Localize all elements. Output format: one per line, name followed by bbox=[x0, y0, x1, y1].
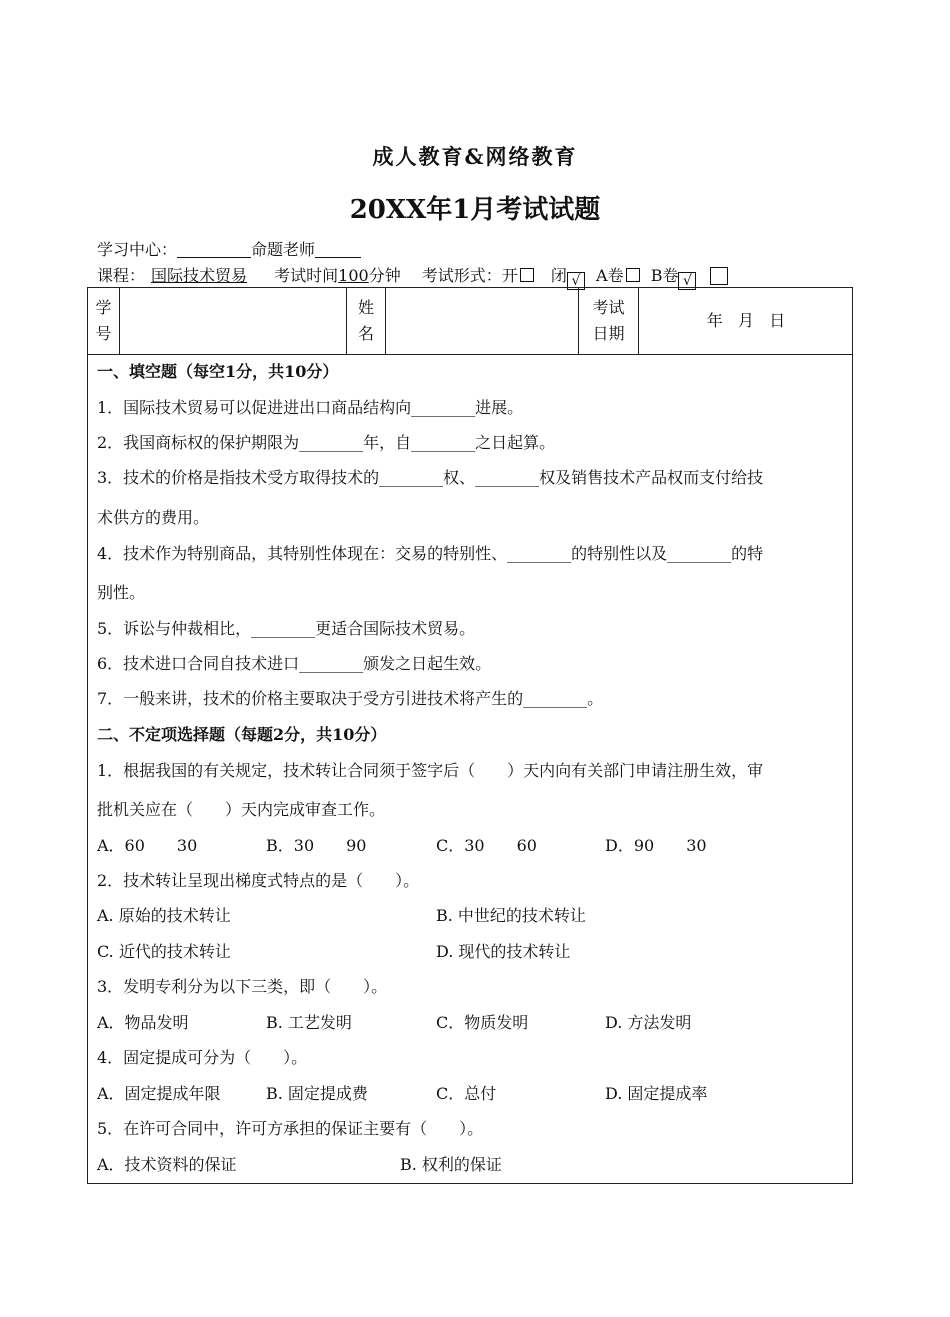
student-id-label: 学 号 bbox=[95, 298, 112, 343]
fill-question: 5．诉讼与仲裁相比，________更适合国际技术贸易。 bbox=[97, 619, 476, 638]
center-label: 学习中心： bbox=[97, 240, 178, 259]
choice-option[interactable]: D. 现代的技术转让 bbox=[436, 942, 571, 961]
closed-label: 闭 bbox=[550, 266, 567, 285]
fill-question: 7．一般来讲，技术的价格主要取决于受方引进技术将产生的________。 bbox=[97, 689, 604, 708]
choice-question-cont: 批机关应在（ ）天内完成审查工作。 bbox=[97, 800, 386, 819]
choice-option[interactable]: B．30 90 bbox=[266, 836, 367, 855]
row-divider bbox=[88, 354, 852, 355]
time-label: 考试时间 bbox=[274, 266, 339, 285]
name-label: 姓 名 bbox=[357, 298, 374, 343]
choice-question: 5．在许可合同中，许可方承担的保证主要有（ ）。 bbox=[97, 1119, 484, 1138]
org-header: 成人教育&网络教育 bbox=[372, 144, 578, 169]
paper-a-label: A卷 bbox=[596, 266, 624, 285]
exam-title: 20XX年1月考试试题 bbox=[349, 195, 601, 225]
center-blank[interactable] bbox=[177, 241, 251, 258]
section2-heading: 二、不定项选择题（每题2分，共10分） bbox=[97, 725, 387, 744]
exam-date-field[interactable]: 年 月 日 bbox=[706, 311, 786, 330]
choice-option[interactable]: B. 权利的保证 bbox=[400, 1155, 502, 1174]
choice-option[interactable]: A．物品发明 bbox=[97, 1013, 189, 1032]
choice-option[interactable]: A．60 30 bbox=[97, 836, 198, 855]
empty-checkbox[interactable] bbox=[710, 267, 728, 285]
choice-option[interactable]: A. 原始的技术转让 bbox=[97, 906, 231, 925]
teacher-blank[interactable] bbox=[315, 241, 361, 258]
time-value: 100 bbox=[338, 266, 369, 285]
paper-a-checkbox[interactable] bbox=[626, 268, 640, 282]
choice-question: 2．技术转让呈现出梯度式特点的是（ ）。 bbox=[97, 871, 420, 890]
name-field[interactable] bbox=[386, 288, 578, 354]
exam-date-label: 考试 日期 bbox=[592, 298, 625, 343]
choice-option[interactable]: B. 固定提成费 bbox=[266, 1084, 368, 1103]
section1-heading: 一、填空题（每空1分，共10分） bbox=[97, 362, 339, 381]
closed-checkbox[interactable]: √ bbox=[567, 272, 585, 290]
open-label: 开 bbox=[501, 266, 518, 285]
student-id-field[interactable] bbox=[120, 288, 346, 354]
choice-option[interactable]: C．物质发明 bbox=[436, 1013, 529, 1032]
choice-question: 3．发明专利分为以下三类，即（ ）。 bbox=[97, 977, 388, 996]
choice-option[interactable]: C．总付 bbox=[436, 1084, 497, 1103]
choice-option[interactable]: A．技术资料的保证 bbox=[97, 1155, 237, 1174]
paper-b-label: B卷 bbox=[650, 266, 679, 285]
fill-question-cont: 别性。 bbox=[97, 583, 146, 602]
course-value: 国际技术贸易 bbox=[151, 266, 248, 285]
fill-question: 1．国际技术贸易可以促进进出口商品结构向________进展。 bbox=[97, 398, 524, 417]
choice-option[interactable]: D．90 30 bbox=[605, 836, 707, 855]
choice-option[interactable]: B. 中世纪的技术转让 bbox=[436, 906, 586, 925]
choice-option[interactable]: D. 方法发明 bbox=[605, 1013, 692, 1032]
choice-option[interactable]: D. 固定提成率 bbox=[605, 1084, 708, 1103]
form-label: 考试形式： bbox=[421, 266, 502, 285]
fill-question-cont: 术供方的费用。 bbox=[97, 508, 210, 527]
choice-question: 4．固定提成可分为（ ）。 bbox=[97, 1048, 308, 1067]
fill-question: 4．技术作为特别商品，其特别性体现在：交易的特别性、________的特别性以及________的特 bbox=[97, 544, 764, 563]
choice-option[interactable]: B. 工艺发明 bbox=[266, 1013, 352, 1032]
open-checkbox[interactable] bbox=[520, 268, 534, 282]
choice-option[interactable]: A．固定提成年限 bbox=[97, 1084, 221, 1103]
fill-question: 6．技术进口合同自技术进口________颁发之日起生效。 bbox=[97, 654, 492, 673]
choice-option[interactable]: C．30 60 bbox=[436, 836, 537, 855]
paper-b-checkbox[interactable]: √ bbox=[678, 272, 696, 290]
info-line-2 bbox=[97, 263, 728, 290]
info-line-1 bbox=[97, 237, 361, 260]
course-label: 课程： bbox=[97, 266, 146, 285]
time-unit: 分钟 bbox=[368, 266, 401, 285]
fill-question: 2．我国商标权的保护期限为________年，自________之日起算。 bbox=[97, 433, 556, 452]
fill-question: 3．技术的价格是指技术受方取得技术的________权、________权及销售技术产品权而支付给技 bbox=[97, 468, 764, 487]
teacher-label: 命题老师 bbox=[251, 240, 316, 259]
choice-option[interactable]: C. 近代的技术转让 bbox=[97, 942, 231, 961]
choice-question: 1．根据我国的有关规定，技术转让合同须于签字后（ ）天内向有关部门申请注册生效，审 bbox=[97, 761, 764, 780]
